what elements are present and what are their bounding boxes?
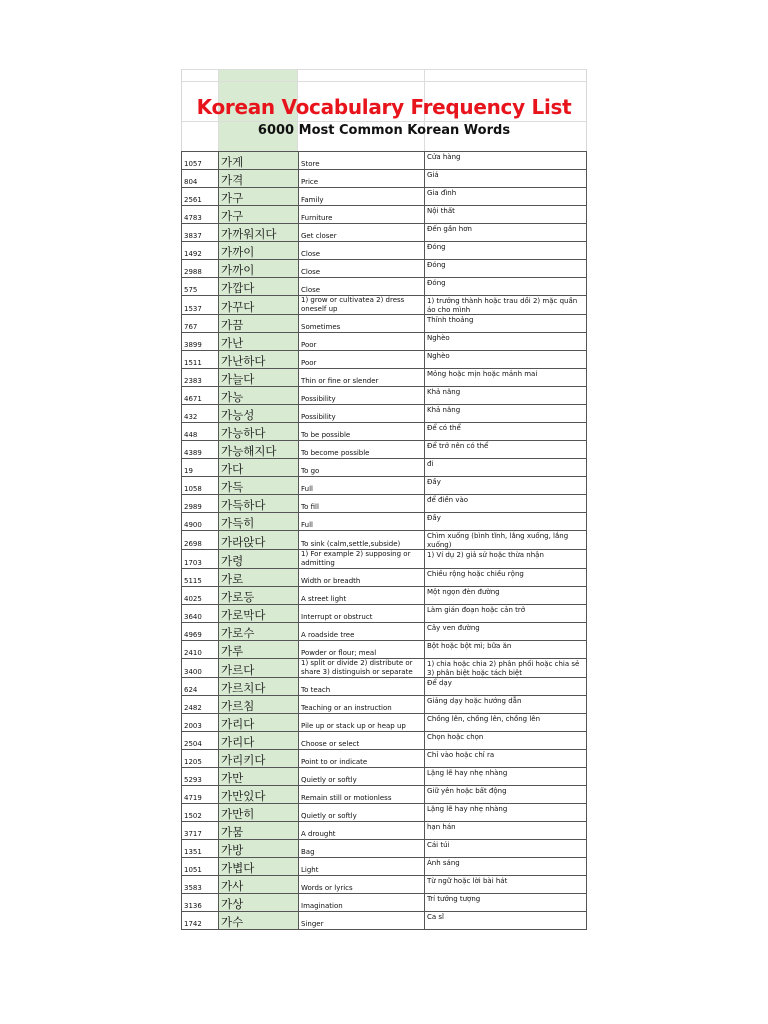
table-row [182, 714, 587, 732]
table-row [182, 224, 587, 242]
table-row [182, 170, 587, 188]
cell-rank: 4389 [182, 441, 219, 459]
cell-rank: 1058 [182, 477, 219, 495]
table-row [182, 459, 587, 477]
cell-rank: 804 [182, 170, 219, 188]
cell-rank: 3837 [182, 224, 219, 242]
cell-rank: 448 [182, 423, 219, 441]
cell-rank: 624 [182, 678, 219, 696]
table-row [182, 188, 587, 206]
cell-korean: 가상 [219, 894, 299, 912]
cell-korean: 가깝다 [219, 278, 299, 296]
cell-english: Remain still or motionless [299, 786, 425, 804]
cell-vietnamese: 1) Ví dụ 2) giả sử hoặc thừa nhận [425, 550, 587, 569]
table-row [182, 423, 587, 441]
cell-english: Sometimes [299, 315, 425, 333]
cell-vietnamese: Giá [425, 170, 587, 188]
cell-english: Quietly or softly [299, 804, 425, 822]
table-row [182, 768, 587, 786]
cell-vietnamese: Một ngọn đèn đường [425, 587, 587, 605]
cell-english: To fill [299, 495, 425, 513]
cell-rank: 4025 [182, 587, 219, 605]
cell-vietnamese: đi [425, 459, 587, 477]
table-row [182, 531, 587, 550]
table-row [182, 858, 587, 876]
cell-korean: 가다 [219, 459, 299, 477]
cell-english: Possibility [299, 387, 425, 405]
cell-rank: 2561 [182, 188, 219, 206]
cell-english: To go [299, 459, 425, 477]
table-row [182, 387, 587, 405]
cell-rank: 4783 [182, 206, 219, 224]
cell-korean: 가까이 [219, 260, 299, 278]
table-row [182, 369, 587, 387]
cell-korean: 가사 [219, 876, 299, 894]
table-row [182, 587, 587, 605]
cell-english: To be possible [299, 423, 425, 441]
table-row [182, 351, 587, 369]
cell-english: Words or lyrics [299, 876, 425, 894]
cell-rank: 5115 [182, 569, 219, 587]
cell-korean: 가르치다 [219, 678, 299, 696]
cell-korean: 가로 [219, 569, 299, 587]
cell-vietnamese: hạn hán [425, 822, 587, 840]
page-title: Korean Vocabulary Frequency List [196, 95, 572, 119]
cell-rank: 3899 [182, 333, 219, 351]
cell-vietnamese: Cây ven đường [425, 623, 587, 641]
cell-vietnamese: Nghèo [425, 333, 587, 351]
cell-english: Point to or indicate [299, 750, 425, 768]
page-subtitle: 6000 Most Common Korean Words [257, 123, 511, 138]
table-row [182, 206, 587, 224]
cell-english: Singer [299, 912, 425, 930]
cell-korean: 가리다 [219, 732, 299, 750]
cell-vietnamese: Thỉnh thoảng [425, 315, 587, 333]
cell-korean: 가만있다 [219, 786, 299, 804]
cell-korean: 가뭄 [219, 822, 299, 840]
cell-vietnamese: Khả năng [425, 405, 587, 423]
vocabulary-sheet [181, 69, 587, 930]
vocabulary-table [181, 151, 587, 930]
cell-english: To become possible [299, 441, 425, 459]
table-row [182, 495, 587, 513]
cell-english: A drought [299, 822, 425, 840]
table-row [182, 912, 587, 930]
cell-english: Imagination [299, 894, 425, 912]
table-row [182, 260, 587, 278]
cell-korean: 가르침 [219, 696, 299, 714]
cell-english: Thin or fine or slender [299, 369, 425, 387]
table-row [182, 623, 587, 641]
cell-rank: 767 [182, 315, 219, 333]
cell-korean: 가득 [219, 477, 299, 495]
cell-vietnamese: Chồng lên, chồng lên, chồng lên [425, 714, 587, 732]
cell-korean: 가만히 [219, 804, 299, 822]
cell-korean: 가로등 [219, 587, 299, 605]
cell-korean: 가까워지다 [219, 224, 299, 242]
cell-english: Interrupt or obstruct [299, 605, 425, 623]
cell-english: Powder or flour; meal [299, 641, 425, 659]
cell-rank: 3400 [182, 659, 219, 678]
cell-korean: 가늘다 [219, 369, 299, 387]
cell-vietnamese: 1) trưởng thành hoặc trau dồi 2) mặc quần áo cho mình [425, 296, 587, 315]
sheet-header [181, 69, 587, 151]
cell-english: Store [299, 152, 425, 170]
table-row [182, 405, 587, 423]
cell-korean: 가만 [219, 768, 299, 786]
cell-korean: 가난 [219, 333, 299, 351]
table-row [182, 569, 587, 587]
cell-korean: 가볍다 [219, 858, 299, 876]
cell-korean: 가능성 [219, 405, 299, 423]
table-row [182, 278, 587, 296]
cell-english: Poor [299, 333, 425, 351]
cell-rank: 2698 [182, 531, 219, 550]
cell-vietnamese: Đến gần hơn [425, 224, 587, 242]
cell-english: Full [299, 477, 425, 495]
cell-english: To teach [299, 678, 425, 696]
cell-english: 1) grow or cultivatea 2) dress oneself up [299, 296, 425, 315]
cell-english: Close [299, 242, 425, 260]
cell-korean: 가능하다 [219, 423, 299, 441]
cell-rank: 4900 [182, 513, 219, 531]
cell-vietnamese: Ánh sáng [425, 858, 587, 876]
cell-vietnamese: Chiều rộng hoặc chiều rộng [425, 569, 587, 587]
cell-korean: 가라앉다 [219, 531, 299, 550]
cell-rank: 3717 [182, 822, 219, 840]
cell-english: Furniture [299, 206, 425, 224]
cell-vietnamese: Đóng [425, 278, 587, 296]
cell-vietnamese: Đầy [425, 477, 587, 495]
cell-korean: 가루 [219, 641, 299, 659]
cell-english: A roadside tree [299, 623, 425, 641]
cell-english: 1) split or divide 2) distribute or share 3) distinguish or separate [299, 659, 425, 678]
cell-vietnamese: Cửa hàng [425, 152, 587, 170]
cell-korean: 가로수 [219, 623, 299, 641]
cell-rank: 1051 [182, 858, 219, 876]
cell-korean: 가까이 [219, 242, 299, 260]
table-row [182, 513, 587, 531]
table-row [182, 550, 587, 569]
cell-vietnamese: để điền vào [425, 495, 587, 513]
cell-rank: 4719 [182, 786, 219, 804]
cell-korean: 가구 [219, 206, 299, 224]
cell-rank: 1057 [182, 152, 219, 170]
cell-vietnamese: Ca sĩ [425, 912, 587, 930]
cell-rank: 19 [182, 459, 219, 477]
cell-english: Light [299, 858, 425, 876]
cell-rank: 3136 [182, 894, 219, 912]
cell-korean: 가리키다 [219, 750, 299, 768]
cell-vietnamese: Chỉ vào hoặc chỉ ra [425, 750, 587, 768]
table-row [182, 894, 587, 912]
cell-english: Family [299, 188, 425, 206]
cell-vietnamese: Mỏng hoặc mịn hoặc mảnh mai [425, 369, 587, 387]
cell-rank: 2504 [182, 732, 219, 750]
table-row [182, 659, 587, 678]
cell-korean: 가르다 [219, 659, 299, 678]
cell-english: Full [299, 513, 425, 531]
cell-korean: 가방 [219, 840, 299, 858]
table-row [182, 696, 587, 714]
table-row [182, 605, 587, 623]
cell-vietnamese: 1) chia hoặc chia 2) phân phối hoặc chia sẻ 3) phân biệt hoặc tách biệt [425, 659, 587, 678]
table-row [182, 441, 587, 459]
cell-english: Close [299, 278, 425, 296]
cell-english: Teaching or an instruction [299, 696, 425, 714]
cell-rank: 2482 [182, 696, 219, 714]
cell-vietnamese: Lặng lẽ hay nhẹ nhàng [425, 768, 587, 786]
cell-rank: 1492 [182, 242, 219, 260]
table-row [182, 750, 587, 768]
cell-rank: 3640 [182, 605, 219, 623]
cell-vietnamese: Đóng [425, 242, 587, 260]
cell-vietnamese: Khả năng [425, 387, 587, 405]
cell-vietnamese: Cái túi [425, 840, 587, 858]
cell-korean: 가득히 [219, 513, 299, 531]
cell-vietnamese: Để trở nên có thể [425, 441, 587, 459]
cell-english: 1) For example 2) supposing or admitting [299, 550, 425, 569]
table-row [182, 804, 587, 822]
cell-korean: 가끔 [219, 315, 299, 333]
cell-rank: 1351 [182, 840, 219, 858]
table-row [182, 242, 587, 260]
cell-rank: 4969 [182, 623, 219, 641]
cell-rank: 3583 [182, 876, 219, 894]
cell-korean: 가리다 [219, 714, 299, 732]
cell-korean: 가로막다 [219, 605, 299, 623]
cell-english: A street light [299, 587, 425, 605]
cell-korean: 가능 [219, 387, 299, 405]
cell-korean: 가게 [219, 152, 299, 170]
cell-rank: 1742 [182, 912, 219, 930]
cell-rank: 432 [182, 405, 219, 423]
cell-korean: 가난하다 [219, 351, 299, 369]
cell-vietnamese: Gia đình [425, 188, 587, 206]
table-row [182, 315, 587, 333]
cell-english: Possibility [299, 405, 425, 423]
cell-vietnamese: Bột hoặc bột mì; bữa ăn [425, 641, 587, 659]
cell-rank: 1205 [182, 750, 219, 768]
cell-korean: 가구 [219, 188, 299, 206]
cell-rank: 2989 [182, 495, 219, 513]
cell-rank: 2988 [182, 260, 219, 278]
cell-rank: 1511 [182, 351, 219, 369]
cell-vietnamese: Để dạy [425, 678, 587, 696]
cell-english: Get closer [299, 224, 425, 242]
cell-korean: 가령 [219, 550, 299, 569]
cell-vietnamese: Đầy [425, 513, 587, 531]
cell-rank: 2410 [182, 641, 219, 659]
cell-vietnamese: Giữ yên hoặc bất động [425, 786, 587, 804]
cell-english: Quietly or softly [299, 768, 425, 786]
table-row [182, 732, 587, 750]
cell-korean: 가꾸다 [219, 296, 299, 315]
table-row [182, 876, 587, 894]
cell-vietnamese: Lặng lẽ hay nhẹ nhàng [425, 804, 587, 822]
table-row [182, 333, 587, 351]
cell-rank: 1703 [182, 550, 219, 569]
cell-vietnamese: Đóng [425, 260, 587, 278]
cell-rank: 1537 [182, 296, 219, 315]
table-row [182, 296, 587, 315]
cell-vietnamese: Để có thể [425, 423, 587, 441]
cell-rank: 2383 [182, 369, 219, 387]
cell-english: Close [299, 260, 425, 278]
cell-english: Price [299, 170, 425, 188]
cell-korean: 가능해지다 [219, 441, 299, 459]
table-row [182, 477, 587, 495]
cell-english: Choose or select [299, 732, 425, 750]
table-row [182, 152, 587, 170]
cell-english: Width or breadth [299, 569, 425, 587]
cell-english: To sink (calm,settle,subside) [299, 531, 425, 550]
table-row [182, 786, 587, 804]
cell-rank: 1502 [182, 804, 219, 822]
table-row [182, 822, 587, 840]
cell-rank: 5293 [182, 768, 219, 786]
cell-korean: 가수 [219, 912, 299, 930]
cell-english: Pile up or stack up or heap up [299, 714, 425, 732]
cell-korean: 가격 [219, 170, 299, 188]
cell-rank: 2003 [182, 714, 219, 732]
cell-rank: 575 [182, 278, 219, 296]
cell-rank: 4671 [182, 387, 219, 405]
cell-vietnamese: Làm gián đoạn hoặc cản trở [425, 605, 587, 623]
cell-vietnamese: Nghèo [425, 351, 587, 369]
table-row [182, 678, 587, 696]
table-row [182, 840, 587, 858]
cell-vietnamese: Nội thất [425, 206, 587, 224]
cell-vietnamese: Giảng dạy hoặc hướng dẫn [425, 696, 587, 714]
cell-vietnamese: Từ ngữ hoặc lời bài hát [425, 876, 587, 894]
cell-vietnamese: Chìm xuống (bình tĩnh, lắng xuống, lắng xuống) [425, 531, 587, 550]
cell-english: Poor [299, 351, 425, 369]
cell-vietnamese: Trí tưởng tượng [425, 894, 587, 912]
cell-korean: 가득하다 [219, 495, 299, 513]
table-row [182, 641, 587, 659]
cell-vietnamese: Chọn hoặc chọn [425, 732, 587, 750]
cell-english: Bag [299, 840, 425, 858]
